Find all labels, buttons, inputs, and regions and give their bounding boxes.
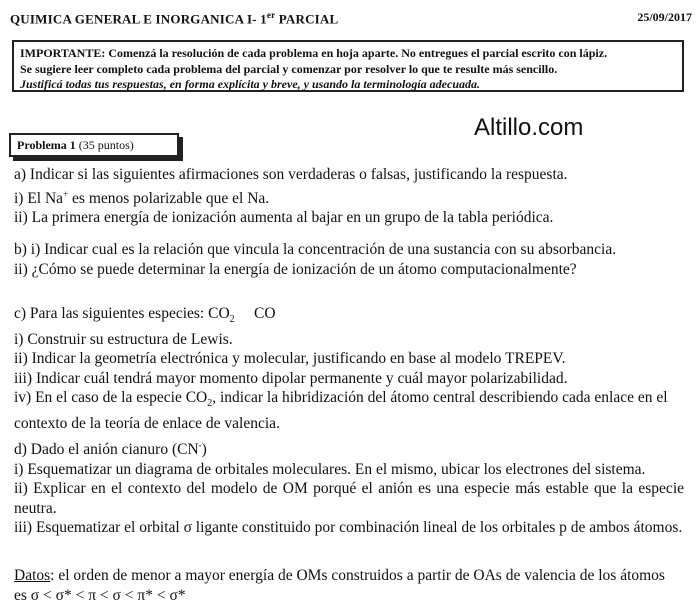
question-b-ii: ii) ¿Cómo se puede determinar la energía de ionización de un átomo computacionalmente? xyxy=(14,260,577,278)
question-a-ii: ii) La primera energía de ionización aumenta al bajar en un grupo de la tabla periódica. xyxy=(14,209,554,227)
question-c-iv-line2: contexto de la teoría de enlace de valencia. xyxy=(14,414,280,432)
question-c-ii: ii) Indicar la geometría electrónica y molecular, justificando en base al modelo TREPEV. xyxy=(14,350,566,368)
datos-line-1: Datos: el orden de menor a mayor energía de OMs construidos a partir de OAs de valencia de los átomos xyxy=(14,567,665,584)
question-c-iv: iv) En el caso de la especie $CO_2$, indicar la hibridización del átomo central describiendo cada enlace en el xyxy=(14,389,668,410)
question-b-i: b) i) Indicar cual es la relación que vincula la concentración de una sustancia con su absorbancia. xyxy=(14,241,617,258)
important-notice-box xyxy=(12,40,684,92)
question-a xyxy=(14,165,568,228)
question-c xyxy=(14,304,668,433)
exam-title: QUIMICA GENERAL E INORGANICA I- 1er PARCIAL xyxy=(10,10,339,27)
important-line-2: Se sugiere leer completo cada problema del parcial y comenzar por resolver lo que te resulte más sencillo. xyxy=(20,61,558,76)
problem-heading: Problema 1 (35 puntos) xyxy=(9,133,179,157)
question-a-i: i) El Na+ es menos polarizable que el Na. xyxy=(14,188,270,207)
important-line-1: IMPORTANTE: Comenzá la resolución de cada problema en hoja aparte. No entregues el parcial escrito con lápiz. xyxy=(20,46,608,60)
datos-line-2: es σ < σ* < π < σ < π* < σ* xyxy=(14,586,186,604)
exam-date: 25/09/2017 xyxy=(637,10,692,24)
question-c-intro: c) Para las siguientes especies: $CO_2$ CO xyxy=(14,305,276,326)
datos-note xyxy=(14,566,665,605)
question-d-intro: d) Dado el anión cianuro (CN-) xyxy=(14,440,207,459)
watermark: Altillo.com xyxy=(474,114,584,141)
question-d-ii: ii) Explicar en el contexto del modelo de OM porqué el anión es una especie más estable que la especie neutra. xyxy=(14,480,684,517)
important-line-3: Justificá todas tus respuestas, en forma explícita y breve, y usando la terminología adecuada. xyxy=(20,77,480,91)
question-c-iii: iii) Indicar cuál tendrá mayor momento dipolar permanente y cuál mayor polarizabilidad. xyxy=(14,369,568,387)
question-c-i: i) Construir su estructura de Lewis. xyxy=(14,330,233,348)
question-d-iii: iii) Esquematizar el orbital σ ligante constituido por combinación lineal de los orbitales p de ambos átomos. xyxy=(14,519,683,537)
question-b xyxy=(14,240,616,279)
question-a-intro: a) Indicar si las siguientes afirmaciones son verdaderas o falsas, justificando la respuesta. xyxy=(14,166,568,183)
question-d xyxy=(14,436,684,538)
question-d-i: i) Esquematizar un diagrama de orbitales moleculares. En el mismo, ubicar los electrones del sistema. xyxy=(14,460,646,478)
